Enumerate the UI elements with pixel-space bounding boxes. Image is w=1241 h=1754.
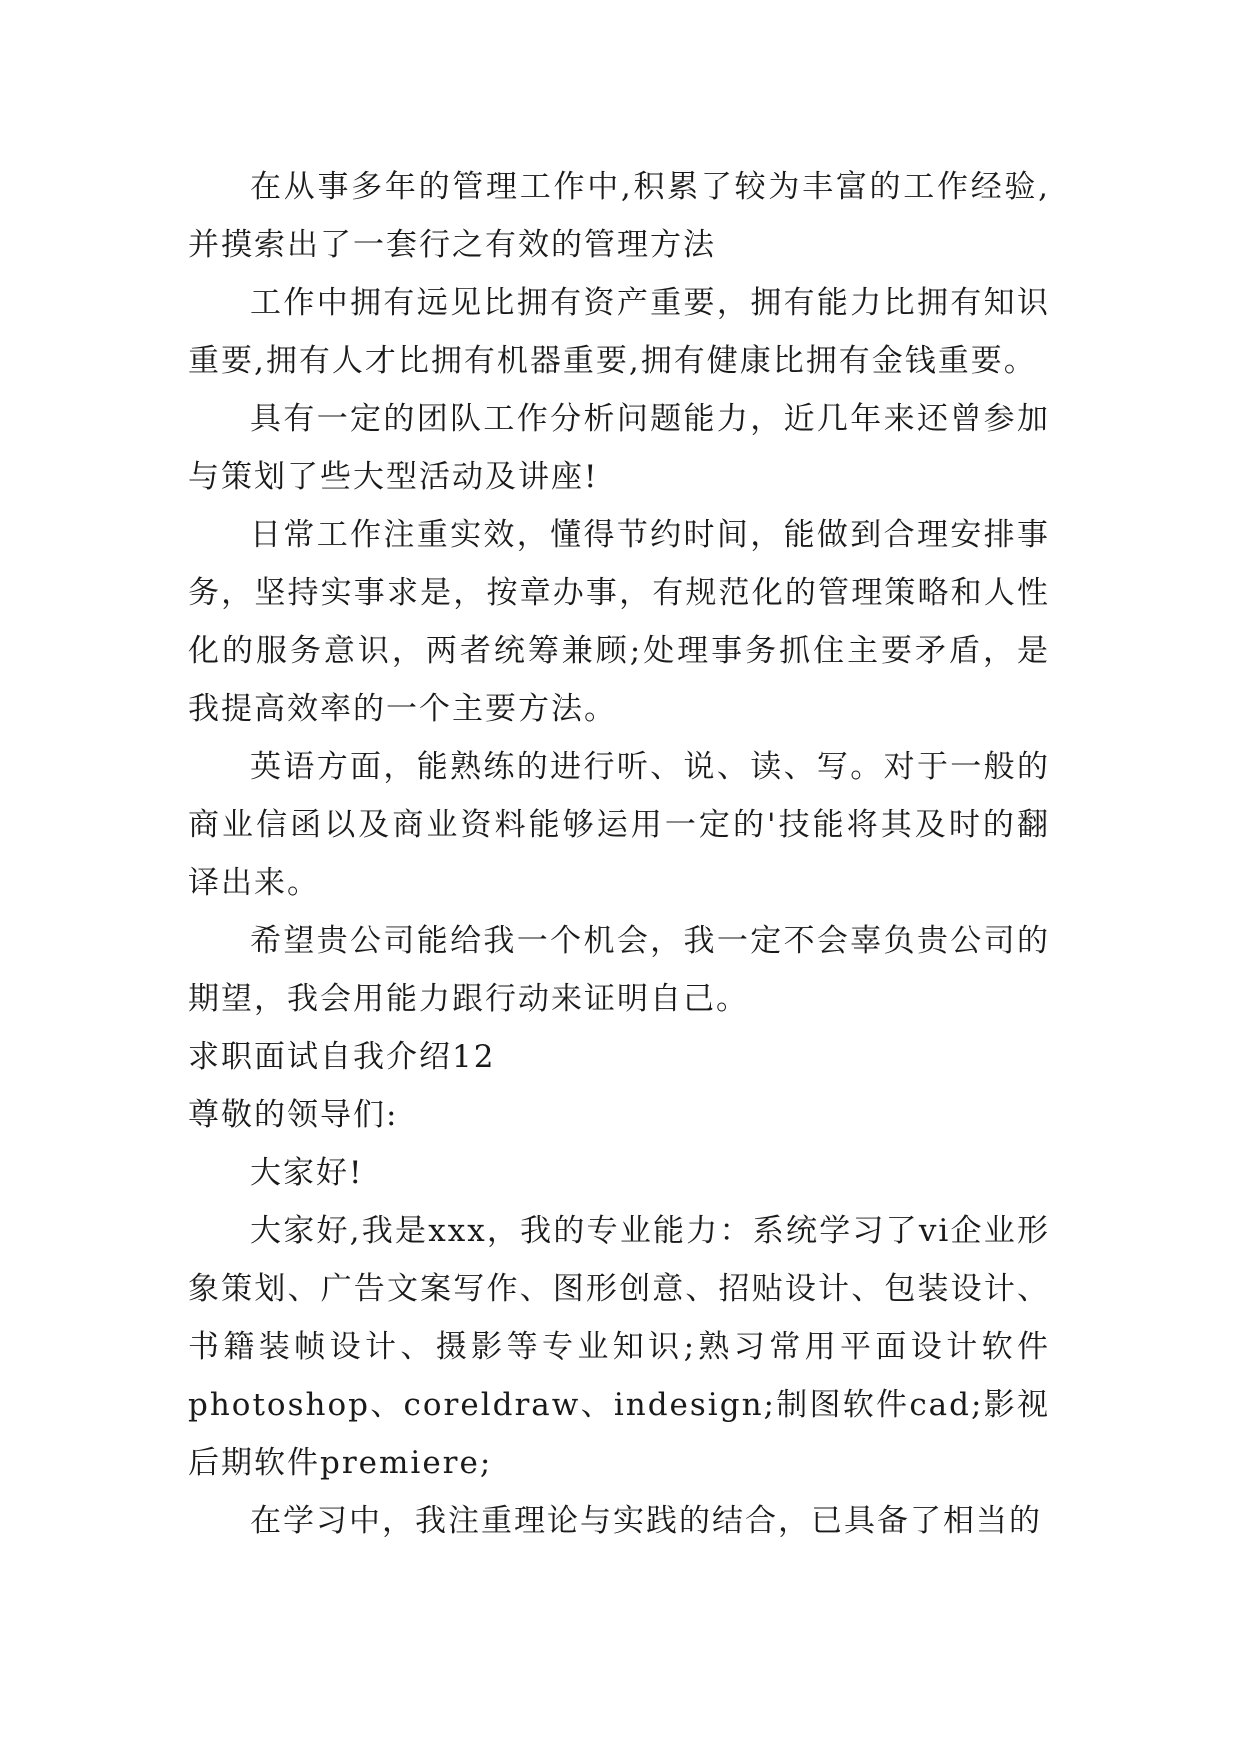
paragraph-daily-work: 日常工作注重实效，懂得节约时间，能做到合理安排事务，坚持实事求是，按章办事，有规范化的管理策略和人性化的服务意识，两者统筹兼顾;处理事务抓住主要矛盾，是我提高效率的一个主要方法。 bbox=[188, 517, 1050, 727]
paragraph-skills: 大家好,我是xxx，我的专业能力：系统学习了vi企业形象策划、广告文案写作、图形创意、招贴设计、包装设计、书籍装帧设计、摄影等专业知识;熟习常用平面设计软件photoshop、coreldraw、indesign;制图软件cad;影视后期软件premiere; bbox=[188, 1213, 1050, 1481]
paragraph-hope: 希望贵公司能给我一个机会，我一定不会辜负贵公司的期望，我会用能力跟行动来证明自己。 bbox=[188, 923, 1050, 1017]
paragraph-study: 在学习中，我注重理论与实践的结合，已具备了相当的 bbox=[250, 1503, 1042, 1539]
salutation: 尊敬的领导们: bbox=[188, 1097, 399, 1133]
paragraph-teamwork: 具有一定的团队工作分析问题能力，近几年来还曾参加与策划了些大型活动及讲座! bbox=[188, 401, 1050, 495]
paragraph-management-experience: 在从事多年的管理工作中,积累了较为丰富的工作经验,并摸索出了一套行之有效的管理方法 bbox=[188, 169, 1050, 263]
paragraph-english: 英语方面，能熟练的进行听、说、读、写。对于一般的商业信函以及商业资料能够运用一定的'技能将其及时的翻译出来。 bbox=[188, 749, 1050, 901]
paragraph-vision: 工作中拥有远见比拥有资产重要，拥有能力比拥有知识重要,拥有人才比拥有机器重要,拥有健康比拥有金钱重要。 bbox=[188, 285, 1050, 379]
document-body bbox=[188, 158, 1050, 1550]
greeting: 大家好! bbox=[250, 1155, 364, 1191]
section-heading: 求职面试自我介绍12 bbox=[188, 1039, 496, 1075]
